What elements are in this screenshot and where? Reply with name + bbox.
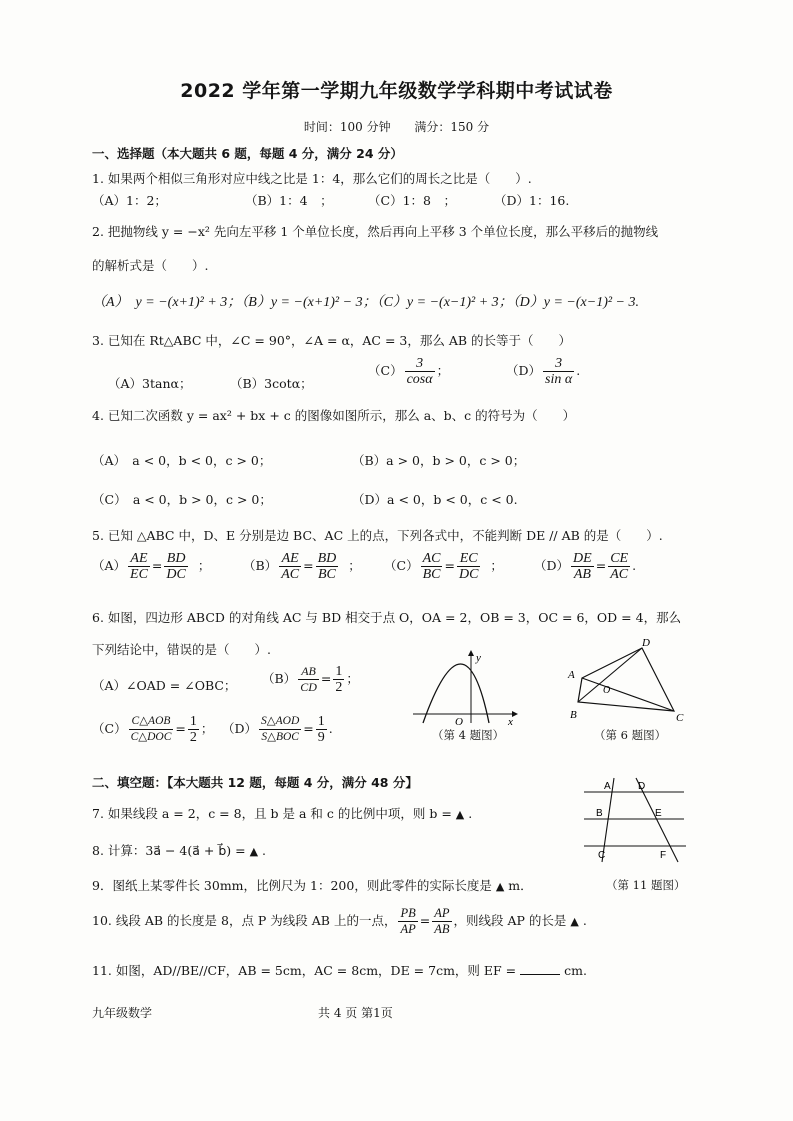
q11-blank bbox=[520, 974, 560, 975]
q3-option-b: （B）3cotα； bbox=[230, 376, 313, 391]
q5-b-frac2 bbox=[316, 551, 339, 582]
fig4-y-label: y bbox=[476, 652, 481, 664]
fig6-label-b: B bbox=[570, 709, 577, 721]
footer-subject: 九年级数学 bbox=[92, 1006, 153, 1020]
q5-d-frac2 bbox=[608, 551, 630, 582]
fig6-label-c: C bbox=[676, 712, 684, 724]
q10-pre: 10. 线段 AB 的长度是 8，点 P 为线段 AB 上的一点， bbox=[92, 913, 397, 928]
q3-stem: 3. 已知在 Rt△ABC 中，∠C = 90°，∠A = α，AC = 3，那么 AB 的长等于（ ） bbox=[92, 333, 572, 348]
q5-a-end: ； bbox=[197, 558, 211, 573]
q6-b-val-num: 1 bbox=[335, 664, 343, 679]
q10-post: ，则线段 AP 的长是 bbox=[453, 913, 567, 928]
q6-c-end: ； bbox=[200, 721, 214, 736]
q5-c-frac2-den: DC bbox=[458, 567, 479, 582]
fig4-caption: （第 4 题图） bbox=[432, 728, 505, 742]
q3-option-a: （A）3tanα； bbox=[108, 376, 192, 391]
q1-option-b: （B）1：4 ； bbox=[245, 193, 333, 208]
q1-option-c: （C）1：8 ； bbox=[368, 193, 456, 208]
figure-11-parallel-lines bbox=[580, 776, 690, 864]
exam-info bbox=[0, 118, 793, 135]
q5-a-label: （A） bbox=[92, 558, 127, 573]
q10-end: . bbox=[582, 913, 587, 928]
q5-option-d: （D） $\frac{DE}{AB}$ = $\frac{CE}{AC}$ . bbox=[534, 551, 637, 582]
q10-frac1 bbox=[398, 906, 417, 937]
q6-d-den: S△BOC bbox=[261, 731, 299, 743]
q7-text: 7. 如果线段 a = 2，c = 8，且 b 是 a 和 c 的比例中项，则 b = bbox=[92, 806, 452, 821]
q2-stem-line2: 的解析式是（ ）. bbox=[92, 258, 209, 273]
q5-b-frac1-num: AE bbox=[279, 551, 301, 567]
q5-d-frac2-den: AC bbox=[610, 567, 629, 582]
q3-c-label: （C） bbox=[368, 363, 403, 378]
q1-stem: 1. 如果两个相似三角形对应中线之比是 1：4，那么它们的周长之比是（ ）. bbox=[92, 171, 532, 186]
q5-b-end: ； bbox=[348, 558, 361, 573]
fig11-label-e: E bbox=[655, 808, 662, 819]
q5-c-frac1-den: BC bbox=[422, 567, 441, 582]
q4-option-d: （D）a < 0，b < 0，c < 0. bbox=[352, 492, 518, 507]
page-title: 2022 学年第一学期九年级数学学科期中考试试卷 bbox=[180, 80, 613, 102]
q3-d-den: sin α bbox=[545, 372, 573, 387]
q5-d-end: . bbox=[632, 558, 637, 573]
fig11-label-c: C bbox=[598, 850, 606, 861]
q6-d-num: S△AOD bbox=[259, 714, 301, 730]
q5-option-c: （C） $\frac{AC}{BC}$ = $\frac{EC}{DC}$ ； bbox=[384, 551, 503, 582]
q10-line: 10. 线段 AB 的长度是 8，点 P 为线段 AB 上的一点， $\frac{PB}{AP}$ = $\frac{AP}{AB}$ ，则线段 AP 的长是 ▲ . bbox=[92, 906, 587, 936]
q11-end: cm. bbox=[564, 963, 587, 978]
q9-text: 9．图纸上某零件长 30mm，比例尺为 1：200，则此零件的实际长度是 bbox=[92, 878, 492, 893]
q9-line bbox=[92, 876, 533, 894]
q3-option-d bbox=[506, 356, 580, 387]
q5-c-frac1-num: AC bbox=[422, 551, 441, 566]
q5-a-frac2 bbox=[164, 551, 187, 582]
fig11-label-a: A bbox=[604, 781, 611, 792]
q5-d-frac2-num: CE bbox=[610, 551, 629, 566]
fig11-label-d: D bbox=[638, 781, 646, 792]
section-one-heading: 一、选择题（本大题共 6 题，每题 4 分，满分 24 分） bbox=[92, 146, 403, 161]
q3-c-num: 3 bbox=[405, 356, 435, 372]
q11-text: 11. 如图，AD//BE//CF，AB = 5cm，AC = 8cm，DE = 7cm，则 EF = bbox=[92, 963, 517, 978]
q5-b-label: （B） bbox=[243, 558, 278, 573]
q6-option-d: （D） $\frac{\text{S△AOD}}{\text{S△BOC}}$ = $\frac{1}{9}$ . bbox=[222, 714, 333, 745]
fig11-label-f: F bbox=[660, 850, 667, 861]
fig4-x-label: x bbox=[508, 716, 513, 725]
footer-page-number: 共 4 页 第1页 bbox=[318, 1006, 393, 1020]
q5-c-end: ； bbox=[490, 558, 503, 573]
q4-option-a: （A） a < 0，b < 0，c > 0； bbox=[92, 453, 272, 468]
q3-c-den: cosα bbox=[406, 372, 433, 387]
q10-blank-triangle-icon: ▲ bbox=[570, 915, 579, 928]
q9-blank-triangle-icon: ▲ bbox=[495, 880, 505, 893]
figure-4-parabola bbox=[405, 645, 530, 725]
q5-a-frac1-den: EC bbox=[130, 567, 148, 582]
q5-b-frac2-num: BD bbox=[317, 551, 337, 566]
q6-d-val-num: 1 bbox=[317, 714, 325, 729]
q5-c-label: （C） bbox=[384, 558, 419, 573]
q8-end: . bbox=[262, 843, 267, 858]
q4-stem: 4. 已知二次函数 y = ax² + bx + c 的图像如图所示，那么 a、b、c 的符号为（ ） bbox=[92, 408, 576, 423]
q6-c-frac bbox=[129, 714, 174, 745]
q6-b-val bbox=[333, 664, 344, 695]
q6-b-num: AB bbox=[298, 664, 319, 680]
fig4-origin-label: O bbox=[455, 716, 463, 725]
q6-stem-line1: 6. 如图，四边形 ABCD 的对角线 AC 与 BD 相交于点 O，OA = 2，OB = 3，OC = 6，OD = 4，那么 bbox=[92, 610, 682, 625]
q6-c-val-den: 2 bbox=[189, 730, 197, 745]
fig6-label-a: A bbox=[568, 669, 575, 681]
q2-stem-line1: 2. 把抛物线 y = −x² 先向左平移 1 个单位长度，然后再向上平移 3 个单位长度，那么平移后的抛物线 bbox=[92, 224, 659, 239]
q6-option-b: （B） $\frac{AB}{CD}$ = $\frac{1}{2}$ ； bbox=[262, 664, 359, 695]
q6-b-den: CD bbox=[300, 680, 317, 694]
q5-a-frac2-den: DC bbox=[166, 567, 186, 582]
q1-option-a: （A）1：2； bbox=[92, 193, 167, 208]
q10-frac2-den: AB bbox=[434, 922, 450, 936]
q5-d-label: （D） bbox=[534, 558, 570, 573]
q6-c-num: C△AOB bbox=[129, 714, 174, 730]
q1-option-d: （D）1：16. bbox=[494, 193, 570, 208]
fig11-label-b: B bbox=[596, 808, 603, 819]
q3-c-end: ； bbox=[436, 363, 450, 378]
q6-c-den: C△DOC bbox=[130, 731, 172, 743]
q3-d-end: . bbox=[576, 363, 581, 378]
figure-6-quadrilateral bbox=[560, 636, 690, 726]
q5-d-frac1-den: AB bbox=[573, 567, 591, 582]
q5-a-frac2-num: BD bbox=[164, 551, 187, 567]
fig6-label-d: D bbox=[642, 637, 650, 649]
q4-option-c: （C） a < 0，b > 0，c > 0； bbox=[92, 492, 272, 507]
fig6-caption: （第 6 题图） bbox=[594, 728, 667, 742]
q6-d-label: （D） bbox=[222, 721, 258, 736]
q3-c-fraction bbox=[405, 356, 435, 387]
q6-c-label: （C） bbox=[92, 721, 127, 736]
q3-d-fraction bbox=[543, 356, 574, 387]
exam-time: 时间：100 分钟 bbox=[303, 120, 391, 134]
q9-unit: m． bbox=[508, 878, 533, 893]
q5-option-b: （B） $\frac{AE}{AC}$ = $\frac{BD}{BC}$ ； bbox=[243, 551, 361, 582]
q5-c-frac2 bbox=[457, 551, 480, 582]
fig11-caption: （第 11 题图） bbox=[606, 878, 686, 892]
q5-d-frac1-num: DE bbox=[573, 551, 592, 566]
q3-d-num: 3 bbox=[543, 356, 574, 372]
q7-blank-triangle-icon: ▲ bbox=[455, 808, 465, 821]
q3-d-label: （D） bbox=[506, 363, 542, 378]
q6-option-c: （C） $\frac{\text{C△AOB}}{\text{C△DOC}}$ = $\frac{1}{2}$ ； bbox=[92, 714, 214, 745]
q5-b-frac2-den: BC bbox=[317, 567, 336, 582]
q6-stem-line2: 下列结论中，错误的是（ ）. bbox=[92, 642, 271, 657]
q6-d-val-den: 9 bbox=[317, 730, 325, 745]
q5-b-frac1-den: AC bbox=[281, 567, 300, 582]
q2-options: （A） y = −(x+1)² + 3；（B）y = −(x+1)² − 3；（C）y = −(x−1)² + 3；（D）y = −(x−1)² − 3. bbox=[92, 295, 640, 310]
q5-option-a: （A） $\frac{AE}{EC}$ = $\frac{BD}{DC}$ ； bbox=[92, 551, 211, 582]
q6-option-a: （A）∠OAD = ∠OBC； bbox=[92, 678, 237, 693]
fig6-label-o: O bbox=[603, 685, 611, 696]
q6-d-end: . bbox=[328, 721, 333, 736]
q8-line bbox=[92, 841, 266, 859]
exam-score: 满分：150 分 bbox=[414, 120, 490, 134]
section-two-heading: 二、填空题：【本大题共 12 题，每题 4 分，满分 48 分】 bbox=[92, 775, 418, 790]
q6-d-frac bbox=[259, 714, 301, 745]
q6-d-val bbox=[316, 714, 327, 745]
q6-b-label: （B） bbox=[262, 671, 297, 686]
q6-c-val bbox=[188, 714, 199, 745]
q8-blank-triangle-icon: ▲ bbox=[249, 845, 259, 858]
fig6-quad bbox=[578, 648, 674, 711]
q10-frac1-den: AP bbox=[400, 922, 416, 936]
q4-option-b: （B）a > 0，b > 0，c > 0； bbox=[352, 453, 526, 468]
q5-a-frac1-num: AE bbox=[128, 551, 150, 567]
q6-c-val-num: 1 bbox=[189, 714, 197, 729]
q6-b-end: ； bbox=[346, 671, 359, 686]
q5-a-frac1 bbox=[128, 551, 150, 582]
q6-b-frac bbox=[298, 664, 319, 695]
q10-frac2-num: AP bbox=[434, 906, 450, 920]
q8-text: 8. 计算：3a⃗ − 4(a⃗ + b⃗) = bbox=[92, 843, 246, 858]
q10-frac2 bbox=[432, 906, 451, 937]
q5-d-frac1 bbox=[571, 551, 594, 582]
q10-frac1-num: PB bbox=[400, 906, 416, 920]
q5-c-frac2-num: EC bbox=[457, 551, 480, 567]
q7-end: . bbox=[468, 806, 473, 821]
q6-b-val-den: 2 bbox=[335, 680, 343, 695]
q5-b-frac1 bbox=[279, 551, 301, 582]
q5-c-frac1 bbox=[421, 551, 443, 582]
q5-stem: 5. 已知 △ABC 中，D、E 分别是边 BC、AC 上的点，下列各式中，不能判断 DE // AB 的是（ ）. bbox=[92, 528, 663, 543]
q3-option-c bbox=[368, 356, 449, 387]
q7-line bbox=[92, 804, 472, 822]
q11-line bbox=[92, 961, 587, 979]
